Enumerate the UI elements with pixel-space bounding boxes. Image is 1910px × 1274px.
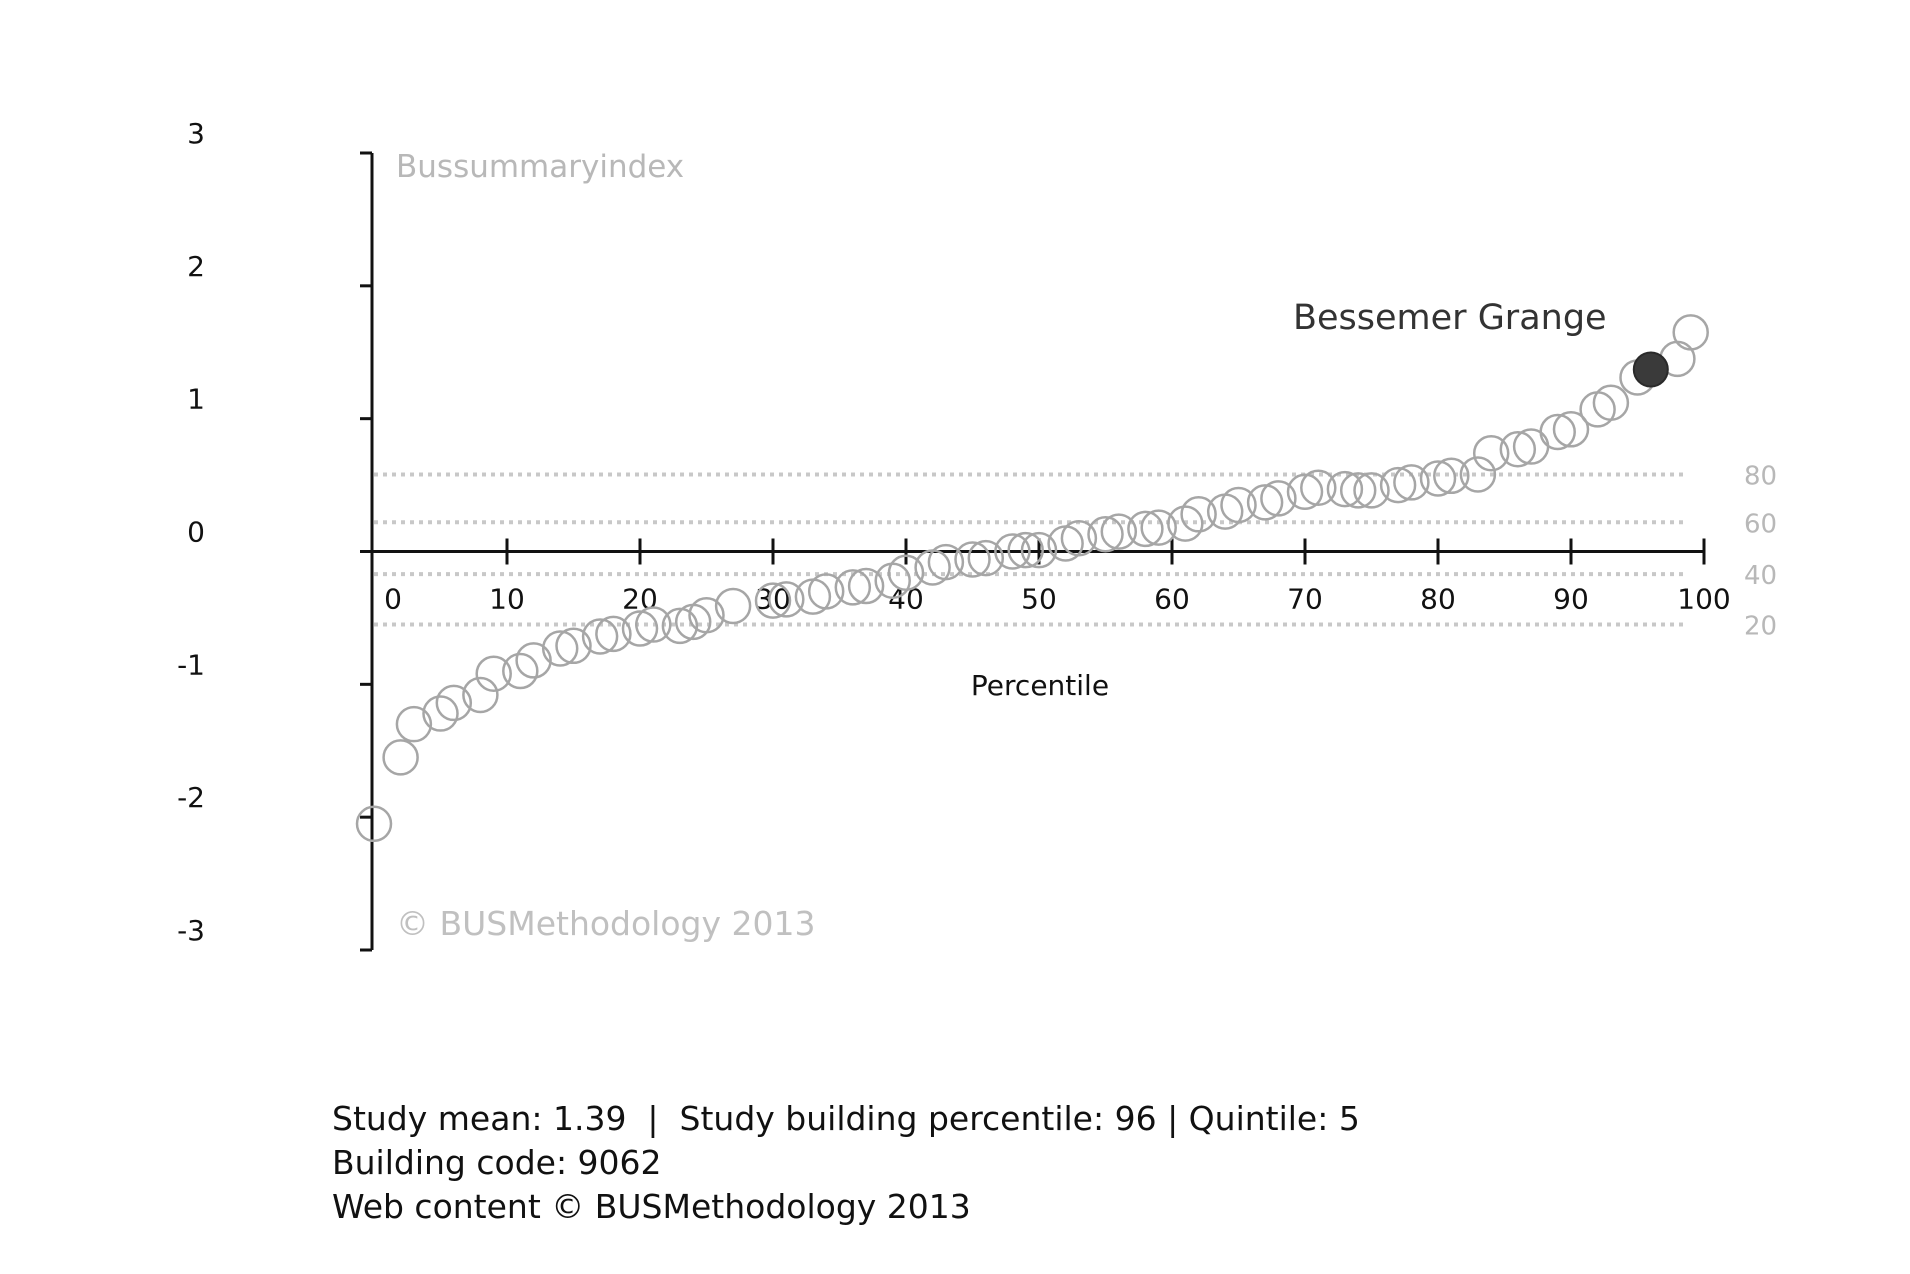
data-point [676,605,710,639]
x-tick-label-10: 10 [489,582,525,616]
data-point [1594,386,1628,420]
x-tick-label-0: 0 [384,582,402,616]
reference-label-80: 80 [1744,461,1778,492]
reference-label-40: 40 [1744,561,1778,592]
x-tick-label-70: 70 [1287,582,1323,616]
x-tick-label-50: 50 [1021,582,1057,616]
copyright-text: Web content © BUSMethodology 2013 [332,1187,971,1226]
x-tick-label-80: 80 [1420,582,1456,616]
y-tick-label-3: 3 [187,117,205,150]
y-tick-label-0: 0 [187,515,205,549]
x-tick-label-40: 40 [888,582,924,616]
highlight-label: Bessemer Grange [1293,298,1607,338]
x-tick-label-100: 100 [1677,582,1731,616]
data-point [1208,495,1242,529]
data-point [384,740,418,774]
y-tick-label-2: 2 [187,249,205,283]
y-tick-label--1: -1 [177,648,205,682]
building-code-text: Building code: 9062 [332,1143,662,1182]
data-point [1674,315,1708,349]
chart-labels [396,149,1607,943]
x-tick-label-30: 30 [755,582,791,616]
tick-labels [177,117,1731,947]
highlight-point [1634,353,1668,387]
y-tick-label--3: -3 [177,914,205,947]
axes [360,153,1704,950]
footer-info [332,1097,1360,1229]
reference-label-60: 60 [1744,509,1778,540]
chart-title: Bussummaryindex [396,149,685,185]
x-tick-label-90: 90 [1553,582,1589,616]
data-points [357,315,1708,840]
reference-label-20: 20 [1744,611,1778,642]
x-tick-label-60: 60 [1154,582,1190,616]
study-summary-text: Study mean: 1.39 | Study building percentile: 96 | Quintile: 5 [332,1099,1360,1138]
watermark-text: © BUSMethodology 2013 [396,904,816,943]
y-tick-label-1: 1 [187,382,205,416]
y-tick-label--2: -2 [177,781,205,815]
data-point [357,807,391,841]
x-tick-label-20: 20 [622,582,658,616]
data-point [1581,392,1615,426]
x-axis-label: Percentile [970,669,1110,702]
